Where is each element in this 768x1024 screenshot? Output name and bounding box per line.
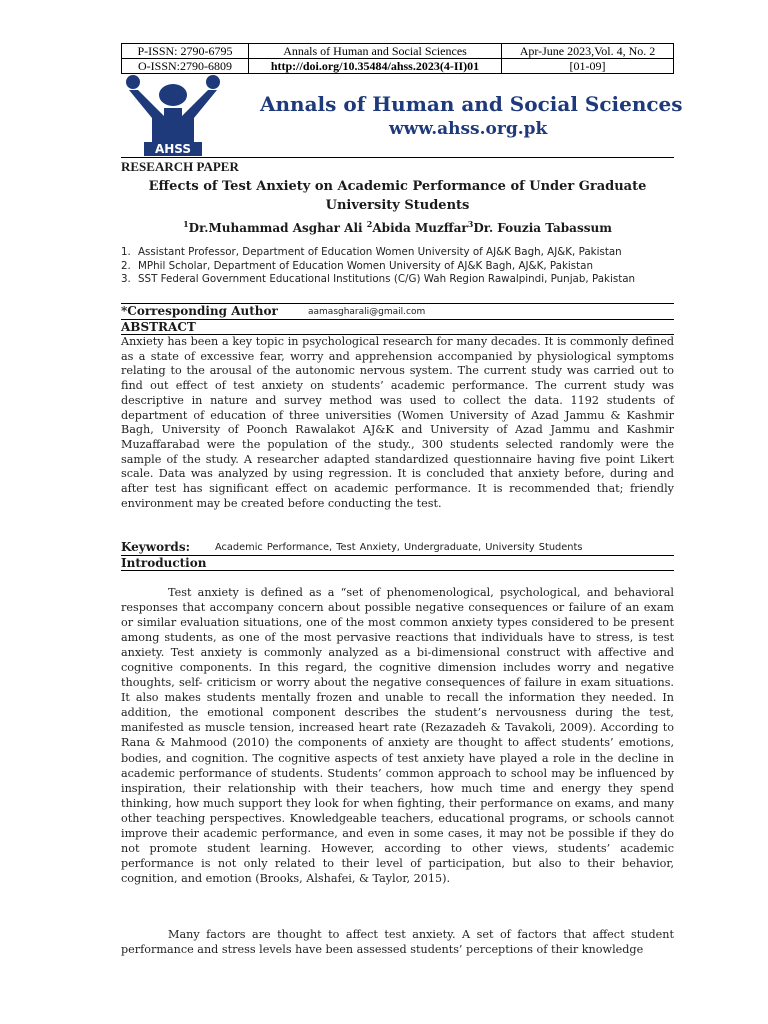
journal-title: Annals of Human and Social Sciences (260, 92, 683, 116)
page-range: [01-09] (502, 59, 674, 74)
author-2: Abida Muzffar (372, 221, 468, 235)
corresponding-email[interactable]: aamasgharali@gmail.com (308, 307, 426, 317)
affiliation-item: 3. SST Federal Government Educational Institutions (C/G) Wah Region Rawalpindi, Punjab, Pakistan (121, 273, 636, 285)
header-table (121, 43, 674, 74)
issue-info: Apr-June 2023,Vol. 4, No. 2 (502, 44, 674, 59)
affiliation-item: 1. Assistant Professor, Department of Education Women University of AJ&K Bagh, AJ&K, Pakistan (121, 246, 622, 258)
divider (121, 319, 674, 320)
author-list (121, 219, 674, 235)
journal-url[interactable]: www.ahss.org.pk (389, 119, 548, 139)
divider (121, 570, 674, 571)
ahss-logo (124, 72, 222, 156)
abstract-text: Anxiety has been a key topic in psychological research for many decades. It is commonly defined as a state of excessive fear, worry and apprehension accompanied by physiological symptoms relating to the arousal of the autonomic nervous system. The current study was carried out to find out effect of test anxiety on students’ academic performance. The current study was descriptive in nature and survey method was used to collect the data. 1192 students of department of education of three universities (Women University of Azad Jammu & Kashmir Bagh, University of Poonch Rawalakot AJ&K and University of Azad Jammu and Kashmir Muzaffarabad were the population of the study., 300 students selected randomly were the sample of the study. A researcher adapted standardized questionnaire having five point Likert scale. Data was analyzed by using regression. It is concluded that anxiety before, during and after test has significant effect on academic performance. It is recommended that; friendly environment may be created before conducting the test. (121, 335, 674, 510)
abstract-heading: ABSTRACT (121, 320, 196, 334)
introduction-heading: Introduction (121, 556, 207, 570)
doi-link[interactable]: http://doi.org/10.35484/ahss.2023(4-II)01 (249, 59, 502, 74)
journal-name-header: Annals of Human and Social Sciences (249, 44, 502, 59)
oissn: O-ISSN:2790-6809 (122, 59, 249, 74)
pissn: P-ISSN: 2790-6795 (122, 44, 249, 59)
affiliation-item: 2. MPhil Scholar, Department of Education Women University of AJ&K Bagh, AJ&K, Pakistan (121, 259, 594, 272)
research-type: RESEARCH PAPER (121, 159, 239, 174)
affiliation-list (121, 246, 674, 287)
top-divider (121, 157, 674, 158)
keywords: Academic Performance, Test Anxiety, Undergraduate, University Students (215, 542, 583, 553)
intro-paragraph-1: Test anxiety is defined as a “set of phenomenological, psychological, and behavioral responses that accompany concern about possible negative consequences or failure of an exam or similar evaluation situations, one of the most common anxiety types considered to be present among students, as one of the most pervasive reactions that individuals have to stress, is test anxiety. Test anxiety is commonly analyzed as a bi-dimensional construct with affective and cognitive components. In this regard, the cognitive dimension includes worry and negative thoughts, self- criticism or worry about the negative consequences of failure in exam situations. It also makes students mentally frozen and unable to recall the information they needed. In addition, the emotional component describes the student’s nervousness during the test, manifested as muscle tension, increased heart rate (Rezazadeh & Tavakoli, 2009). According to Rana & Mahmood (2010) the components of anxiety are thought to affect students’ emotions, bodies, and cognition. The cognitive aspects of test anxiety have played a role in the decline in academic performance of students. Students’ common approach to school may be influenced by inspiration, their relationship with their teachers, how much time and energy they spend thinking, how much support they look for when fighting, their performance on exams, and many other teaching perspectives. Knowledgeable teachers, educational programs, or schools cannot improve their academic performance, and even in some cases, it may not be possible if they do not promote student learning. However, according to other views, students’ academic performance is not only related to their level of participation, but also to their behavior, cognition, and emotion (Brooks, Alshafei, & Taylor, 2015). (121, 586, 674, 885)
author-3: Dr. Fouzia Tabassum (473, 221, 612, 235)
author-1: Dr.Muhammad Asghar Ali (188, 221, 367, 235)
author-2-sup: 2 (366, 219, 373, 229)
logo-text: AHSS (154, 142, 192, 156)
intro-paragraph-2: Many factors are thought to affect test anxiety. A set of factors that affect student performance and stress levels have been assessed students’ perceptions of their knowledge (121, 928, 674, 957)
paper-title: Effects of Test Anxiety on Academic Performance of Under Graduate University Students (148, 179, 647, 213)
author-1-sup: 1 (183, 219, 189, 229)
keywords-label: Keywords: (121, 540, 191, 554)
corresponding-author-label: *Corresponding Author (121, 304, 278, 318)
author-3-sup: 3 (467, 219, 474, 229)
